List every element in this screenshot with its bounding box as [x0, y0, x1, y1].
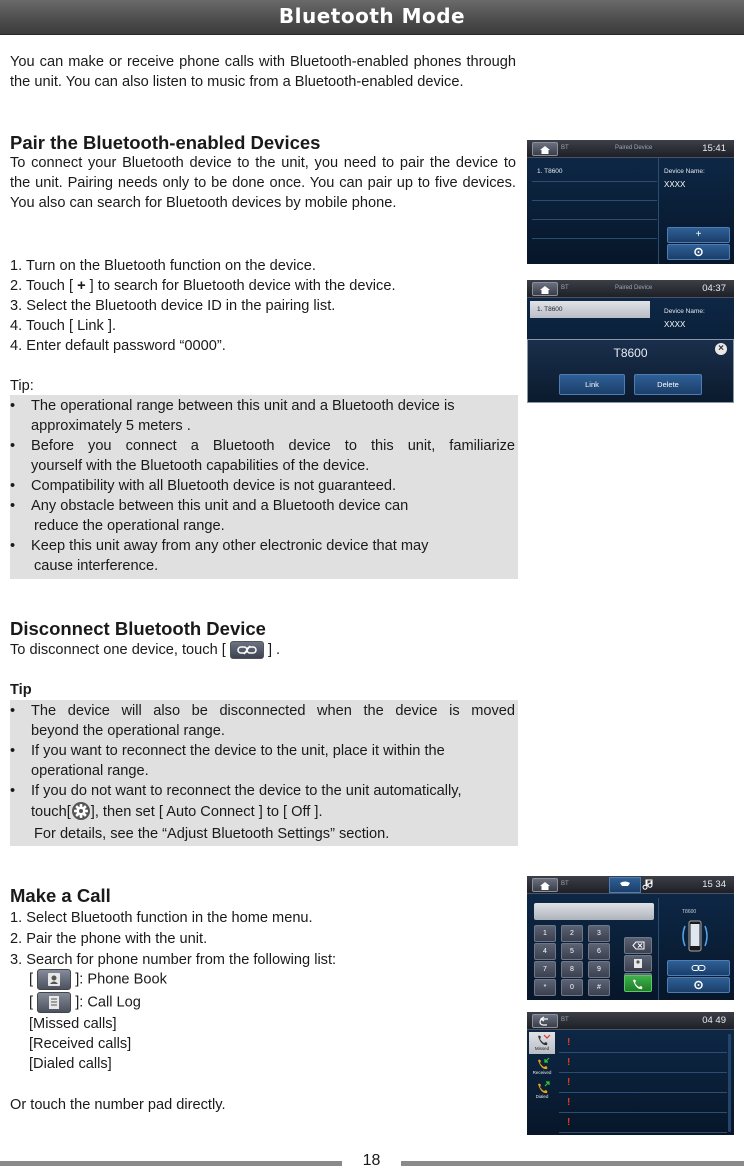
phonebook-label: ]: Phone Book — [75, 971, 167, 988]
bullet: • — [10, 478, 16, 494]
pair-tip-4 — [10, 496, 515, 536]
bullet: • — [10, 498, 16, 514]
link-popup-screen — [527, 280, 734, 403]
touch-text: touch[ — [31, 804, 71, 820]
close-icon[interactable]: × — [715, 343, 727, 355]
pair-step-5: 4. Enter default password “0000”. — [10, 338, 226, 354]
missed-alert-icon: ! — [567, 1037, 571, 1048]
unlink-icon — [230, 641, 264, 659]
bt-label: BT — [561, 1017, 569, 1023]
bullet: • — [10, 783, 16, 799]
keypad-key[interactable]: 5 — [561, 943, 583, 960]
disconnect-text — [10, 640, 280, 660]
phonebook-icon — [37, 969, 71, 990]
page-title: Bluetooth Mode — [278, 4, 466, 28]
divider — [532, 200, 657, 201]
dialed-label: Dialed — [535, 1094, 549, 1099]
footer-rule-left — [0, 1161, 342, 1166]
clock: 15 34 — [702, 879, 726, 890]
keypad-key[interactable]: 1 — [534, 925, 556, 942]
bullet: • — [10, 398, 16, 414]
calllog-line — [29, 992, 141, 1013]
list-item[interactable] — [559, 1054, 727, 1073]
pair-step-3: 3. Select the Bluetooth device ID in the pairing list. — [10, 298, 336, 314]
keypad-key[interactable]: 0 — [561, 979, 583, 996]
missed-calls-line: [Missed calls] — [29, 1016, 117, 1032]
calllog-label: ]: Call Log — [75, 994, 141, 1011]
calllog-sidebar — [529, 1032, 555, 1135]
received-label: Received — [532, 1070, 552, 1075]
disconnect-tip-3-line1: If you do not want to reconnect the device to the unit automatically, — [31, 783, 462, 799]
auto-connect-text: ], then set [ Auto Connect ] to [ Off ]. — [90, 804, 323, 820]
disconnect-tip-label: Tip — [10, 682, 32, 698]
pair-step-1: 1. Turn on the Bluetooth function on the device. — [10, 258, 316, 274]
pair-tip-5 — [10, 536, 515, 576]
keypad-key[interactable]: 8 — [561, 961, 583, 978]
bt-label: BT — [561, 285, 569, 291]
divider — [658, 898, 659, 1000]
screen-title: Paired Device — [615, 145, 653, 151]
pair-tip-2 — [10, 436, 515, 476]
clock: 04:37 — [702, 283, 726, 294]
device-name-label: Device Name: — [664, 168, 705, 175]
received-tab[interactable] — [529, 1056, 555, 1078]
backspace-button[interactable] — [624, 937, 652, 954]
pair-heading: Pair the Bluetooth-enabled Devices — [10, 132, 321, 153]
bracket: [ — [29, 971, 34, 988]
plus-icon: + — [77, 278, 86, 294]
pair-tip-1-line2: approximately 5 meters . — [31, 418, 191, 434]
pair-tip-5-line2: cause interference. — [34, 558, 159, 574]
keypad-key[interactable]: 4 — [534, 943, 556, 960]
disconnect-tip-3-line3: For details, see the “Adjust Bluetooth Settings” section. — [34, 826, 390, 842]
phone-signal-icon — [680, 916, 710, 956]
bt-label: BT — [561, 881, 569, 887]
divider — [532, 219, 657, 220]
device-name-value: XXXX — [664, 320, 686, 329]
pair-tip-5-line1: Keep this unit away from any other electronic device that may — [31, 538, 429, 554]
pair-text: To connect your Bluetooth device to the unit, you need to pair the device to the unit. Pairing needs only to be done once. You can pair up to five devices. You also can search for Bluetooth devices by mobile phone. — [10, 155, 516, 211]
disconnect-tip-3-line2 — [31, 802, 515, 822]
keypad-key[interactable]: 2 — [561, 925, 583, 942]
intro-text: You can make or receive phone calls with Bluetooth-enabled phones through the unit. You can also listen to music from a Bluetooth-enabled device. — [10, 54, 516, 90]
gear-icon — [71, 801, 91, 821]
bt-label: BT — [561, 145, 569, 151]
music-tab[interactable] — [639, 877, 659, 891]
keypad-key[interactable]: * — [534, 979, 556, 996]
call-step-1: 1. Select Bluetooth function in the home menu. — [10, 910, 313, 926]
pair-tip-3 — [10, 476, 515, 496]
missed-alert-icon: ! — [567, 1077, 571, 1088]
unlink-button[interactable] — [667, 960, 730, 976]
missed-tab[interactable] — [529, 1032, 555, 1054]
settings-button[interactable] — [667, 244, 730, 260]
bullet: • — [10, 743, 16, 759]
received-calls-line: [Received calls] — [29, 1036, 132, 1052]
bullet: • — [10, 438, 16, 454]
keypad-key[interactable]: 6 — [588, 943, 610, 960]
clock: 04 49 — [702, 1015, 726, 1026]
dialpad-screen — [527, 876, 734, 1000]
pair-step-2-lead: 2. Touch [ — [10, 278, 74, 294]
numpad-text: Or touch the number pad directly. — [10, 1097, 226, 1113]
pair-step-2-tail: ] to search for Bluetooth device with the device. — [89, 278, 396, 294]
screen-topbar — [527, 876, 734, 894]
disconnect-tip-2 — [10, 741, 515, 781]
screen-title: Paired Device — [615, 285, 653, 291]
missed-alert-icon: ! — [567, 1057, 571, 1068]
scrollbar[interactable] — [728, 1034, 731, 1132]
phonebook-button[interactable] — [624, 955, 652, 972]
footer-rule-right — [401, 1161, 744, 1166]
pair-tip-4-line1: Any obstacle between this unit and a Bluetooth device can — [31, 498, 409, 514]
delete-button[interactable]: Delete — [634, 374, 702, 395]
calllog-icon — [37, 992, 71, 1013]
popup-title: T8600 — [613, 346, 648, 360]
pair-tip-label: Tip: — [10, 378, 34, 394]
bracket: [ — [29, 994, 34, 1011]
call-step-3: 3. Search for phone number from the following list: — [10, 952, 337, 968]
keypad-key[interactable]: 7 — [534, 961, 556, 978]
clock: 15:41 — [702, 143, 726, 154]
dial-button[interactable] — [624, 975, 652, 992]
disconnect-text-tail: ] . — [267, 642, 281, 658]
list-item[interactable] — [559, 1034, 727, 1053]
pair-tip-2-line1: Before you connect a Bluetooth device to this unit, familiarize — [31, 438, 515, 454]
list-item[interactable] — [559, 1094, 727, 1113]
missed-alert-icon: ! — [567, 1117, 571, 1128]
list-item[interactable] — [532, 162, 657, 182]
disconnect-tip-1 — [10, 701, 515, 741]
call-step-2: 2. Pair the phone with the unit. — [10, 931, 208, 947]
page-number: 18 — [362, 1152, 381, 1169]
back-icon[interactable] — [532, 1014, 558, 1028]
disconnect-tip-1-line2: beyond the operational range. — [31, 723, 225, 739]
keypad-key[interactable]: 3 — [588, 925, 610, 942]
pair-tip-2-line2: yourself with the Bluetooth capabilities of the device. — [31, 458, 370, 474]
bullet: • — [10, 538, 16, 554]
device-name-label: Device Name: — [664, 308, 705, 315]
header-banner — [0, 0, 744, 35]
dialed-calls-line: [Dialed calls] — [29, 1056, 112, 1072]
keypad-key[interactable]: 9 — [588, 961, 610, 978]
phonebook-line — [29, 969, 167, 990]
settings-button[interactable] — [667, 977, 730, 993]
paired-device-screen — [527, 140, 734, 264]
home-icon[interactable] — [532, 282, 558, 296]
number-input[interactable] — [534, 903, 654, 920]
bullet: • — [10, 703, 16, 719]
home-icon[interactable] — [532, 878, 558, 892]
list-item-label: 1. T8600 — [537, 306, 563, 313]
screen-topbar — [527, 1012, 734, 1030]
pair-tip-1 — [10, 396, 515, 436]
keypad-key[interactable]: # — [588, 979, 610, 996]
home-icon[interactable] — [532, 142, 558, 156]
missed-alert-icon: ! — [567, 1097, 571, 1108]
screen-topbar — [527, 140, 734, 158]
disconnect-heading: Disconnect Bluetooth Device — [10, 618, 266, 639]
pair-tip-1-line1: The operational range between this unit and a Bluetooth device is — [31, 398, 455, 414]
pair-tip-3-line1: Compatibility with all Bluetooth device is not guaranteed. — [31, 478, 397, 494]
missed-label: Missed — [534, 1046, 550, 1051]
disconnect-text-lead: To disconnect one device, touch [ — [10, 642, 226, 658]
call-heading: Make a Call — [10, 885, 111, 906]
list-item[interactable] — [559, 1074, 727, 1093]
disconnect-tip-2-line1: If you want to reconnect the device to the unit, place it within the — [31, 743, 445, 759]
divider — [658, 158, 659, 264]
disconnect-tip-1-line1: The device will also be disconnected when the device is moved — [31, 703, 515, 719]
divider — [532, 238, 657, 239]
device-name-value: XXXX — [664, 180, 686, 189]
phone-tab[interactable] — [609, 877, 641, 893]
pair-step-4: 4. Touch [ Link ]. — [10, 318, 117, 334]
dialed-tab[interactable] — [529, 1080, 555, 1102]
device-label: T8600 — [682, 909, 697, 915]
pair-step-2 — [10, 276, 396, 296]
device-popup — [527, 339, 734, 403]
pair-tip-4-line2: reduce the operational range. — [34, 518, 225, 534]
add-device-button[interactable]: + — [667, 227, 730, 243]
list-item[interactable] — [559, 1114, 727, 1133]
disconnect-tip-2-line2: operational range. — [31, 763, 149, 779]
calllog-screen — [527, 1012, 734, 1135]
device-list — [532, 162, 657, 259]
disconnect-tip-3 — [10, 781, 515, 845]
list-item-label: 1. T8600 — [537, 168, 563, 175]
screen-topbar — [527, 280, 734, 298]
list-item-selected[interactable] — [530, 301, 650, 318]
link-button[interactable]: Link — [559, 374, 625, 395]
